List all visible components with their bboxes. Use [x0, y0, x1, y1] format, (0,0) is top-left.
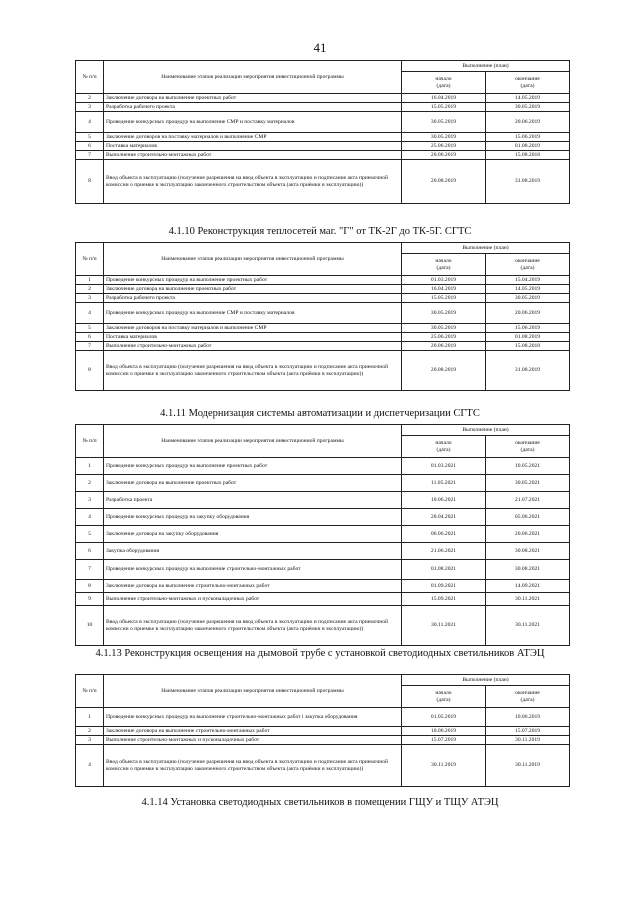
page-number: 41 — [313, 40, 327, 55]
table-row: 6 Закупка оборудования 21.06.2021 30.08.2021 — [76, 543, 570, 560]
header-end: окончание (дата) — [486, 254, 570, 276]
header-end: окончание (дата) — [486, 72, 570, 94]
table-row: 2 Заключение договора на выполнение проектных работ 11.05.2021 30.05.2021 — [76, 475, 570, 492]
table-row: 2 Заключение договора на выполнение проектных работ 16.04.2019 14.05.2019 — [76, 285, 570, 294]
header-start: начало (дата) — [402, 436, 486, 458]
header-stage-name: Наименование этапов реализации мероприятия инвестиционной программы — [104, 675, 402, 708]
table-row: 3 Разработка проекта 10.06.2021 21.07.2021 — [76, 492, 570, 509]
table-row: 1 Проведение конкурсных процедур на выполнение проектных работ 01.03.2019 15.04.2019 — [76, 276, 570, 285]
table-row: 2 Заключение договора на выполнение строительно-монтажных работ 10.06.2019 15.07.2019 — [76, 727, 570, 736]
table-row: 5 Заключение договоров на поставку материалов и выполнение СМР 30.05.2019 15.06.2019 — [76, 133, 570, 142]
table-row: 1 Проведение конкурсных процедур на выполнение строительно-монтажных работ і закупка оборудования 01.05.2019 10.06.2019 — [76, 708, 570, 727]
table-row: 10 Ввод объекта в эксплуатацию (получение разрешения на ввод объекта в эксплуатацию и подписание акта приемочной комиссии о приемке в эксплуатацию законченного строительством объекта (акта приёмки в эксплуатацию)) 30.11.2021 30.11.2021 — [76, 606, 570, 646]
header-num: № п/п — [76, 675, 104, 708]
header-execution: Выполнение (план) — [402, 675, 570, 686]
table-row: 4 Ввод объекта в эксплуатацию (получение разрешения на ввод объекта в эксплуатацию и подписание акта приемочной комиссии о приемке в эксплуатацию законченного строительством объекта (акта приёмки в эксплуатацию)) 30.11.2019 30.11.2019 — [76, 745, 570, 787]
table-row: 3 Разработка рабочего проекта 15.05.2019 30.05.2019 — [76, 294, 570, 303]
table-row: 4 Проведение конкурсных процедур на закупку оборудования 28.04.2021 05.06.2021 — [76, 509, 570, 526]
header-stage-name: Наименование этапов реализации мероприятия инвестиционной программы — [104, 243, 402, 276]
table-row: 3 Выполнение строительно-монтажных и пусконаладочных работ 15.07.2019 30.11.2019 — [76, 736, 570, 745]
table-row: 7 Выполнение строительно-монтажных работ 20.06.2019 15.08.2018 — [76, 342, 570, 351]
table-row: 9 Выполнение строительно-монтажных и пусконаладочных работ 15.09.2021 30.11.2021 — [76, 593, 570, 606]
table-row: 5 Заключение договора на закупку оборудования 06.06.2021 20.06.2021 — [76, 526, 570, 543]
schedule-table-continued — [75, 60, 570, 204]
table-row: 8 Ввод объекта в эксплуатацию (получение разрешения на ввод объекта в эксплуатацию и подписание акта приемочной комиссии о приемке в эксплуатацию законченного строительством объекта (акта приёмки в эксплуатацию)) 20.08.2019 31.08.2019 — [76, 160, 570, 204]
header-execution: Выполнение (план) — [402, 243, 570, 254]
header-end: окончание (дата) — [486, 686, 570, 708]
table-row: 4 Проведение конкурсных процедур на выполнение СМР и поставку материалов 30.05.2019 20.06.2019 — [76, 112, 570, 133]
table-row: 8 Ввод объекта в эксплуатацию (получение разрешения на ввод объекта в эксплуатацию и подписание акта приемочной комиссии о приемке в эксплуатацию законченного строительством объекта (акта приёмки в эксплуатацию)) 20.08.2019 31.08.2019 — [76, 351, 570, 391]
header-stage-name: Наименование этапов реализации мероприятия инвестиционной программы — [104, 425, 402, 458]
header-num: № п/п — [76, 61, 104, 94]
section-title-4-1-14: 4.1.14 Установка светодиодных светильников в помещении ГЩУ и ТЩУ АТЭЦ — [141, 797, 499, 808]
header-execution: Выполнение (план) — [402, 61, 570, 72]
header-num: № п/п — [76, 425, 104, 458]
table-row: 3 Разработка рабочего проекта 15.05.2019 30.05.2019 — [76, 103, 570, 112]
section-title-4-1-10: 4.1.10 Реконструкция теплосетей маг. "Г" от ТК-2Г до ТК-5Г. СГТС — [168, 226, 472, 237]
header-start: начало (дата) — [402, 72, 486, 94]
header-start: начало (дата) — [402, 254, 486, 276]
table-row: 7 Проведение конкурсных процедур на выполнение строительно-монтажных работ 01.08.2021 30.08.2021 — [76, 560, 570, 580]
table-row: 6 Поставка материалов 25.06.2019 01.08.2019 — [76, 333, 570, 342]
table-row: 2 Заключение договора на выполнение проектных работ 16.04.2019 14.05.2019 — [76, 94, 570, 103]
header-start: начало (дата) — [402, 686, 486, 708]
section-title-4-1-11: 4.1.11 Модернизация системы автоматизации и диспетчеризации СГТС — [160, 408, 480, 419]
table-row: 5 Заключение договоров на поставку материалов и выполнение СМР 30.05.2019 15.06.2019 — [76, 324, 570, 333]
table-row: 7 Выполнение строительно-монтажных работ 20.06.2019 15.08.2018 — [76, 151, 570, 160]
table-row: 4 Проведение конкурсных процедур на выполнение СМР и поставку материалов 30.05.2019 20.06.2019 — [76, 303, 570, 324]
header-stage-name: Наименование этапов реализации мероприятия инвестиционной программы — [104, 61, 402, 94]
section-title-4-1-13: 4.1.13 Реконструкция освещения на дымовой трубе с установкой светодиодных светильников АТЭЦ — [95, 648, 545, 659]
header-execution: Выполнение (план) — [402, 425, 570, 436]
table-row: 6 Поставка материалов 25.06.2019 01.08.2019 — [76, 142, 570, 151]
table-row: 8 Заключение договора на выполнение строительно-монтажных работ 01.09.2021 14.09.2021 — [76, 580, 570, 593]
schedule-table-4-1-13 — [75, 674, 570, 787]
schedule-table-4-1-11 — [75, 424, 570, 646]
header-end: окончание (дата) — [486, 436, 570, 458]
header-num: № п/п — [76, 243, 104, 276]
table-row: 1 Проведение конкурсных процедур на выполнение проектных работ 01.03.2021 10.05.2021 — [76, 458, 570, 475]
schedule-table-4-1-10 — [75, 242, 570, 391]
